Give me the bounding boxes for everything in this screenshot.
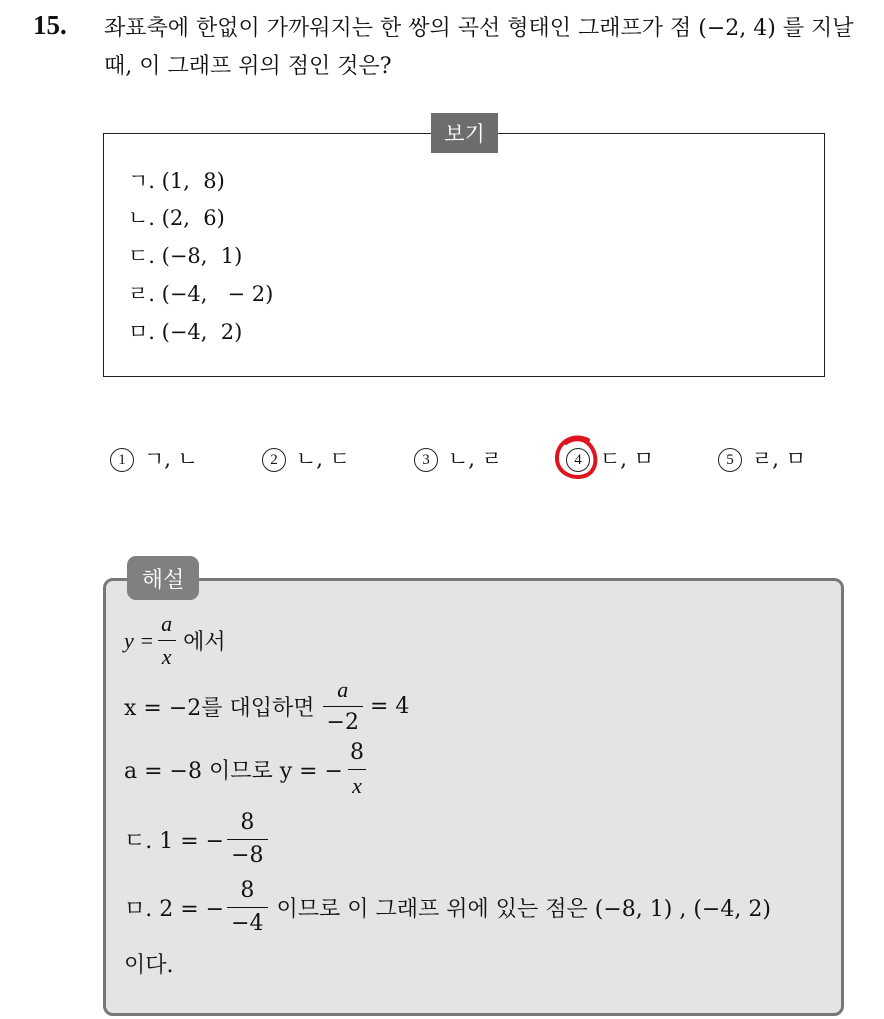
numerator: 8 (240, 878, 255, 903)
fraction (227, 880, 267, 935)
fraction (346, 742, 368, 797)
fraction (227, 812, 267, 867)
bogi-item: ㅁ. (−4, 2) (128, 320, 243, 344)
solution-text: x = −2를 대입하면 (124, 696, 315, 721)
bogi-item: ㄱ. (1, 8) (128, 169, 225, 193)
choice-text: ㄴ, ㄷ (296, 447, 350, 471)
numerator: 8 (240, 810, 255, 835)
numerator: a (161, 611, 173, 636)
choice-text: ㄱ, ㄴ (144, 447, 198, 471)
fraction (157, 613, 176, 668)
solution-text: ㅁ. 2 = − (124, 897, 225, 922)
question-text: 좌표축에 한없이 가까워지는 한 쌍의 곡선 형태인 그래프가 점 (−2, 4) 를 지날 때, 이 그래프 위의 점인 것은? (104, 16, 854, 79)
denominator: −2 (323, 706, 363, 734)
denominator: −8 (227, 839, 267, 867)
choice-5[interactable] (718, 442, 806, 476)
numerator: 8 (350, 740, 364, 765)
denominator: x (158, 640, 176, 668)
fraction (323, 679, 363, 734)
denominator: −4 (227, 907, 267, 935)
solution-text: ㄷ. 1 = − (124, 829, 225, 854)
solution-text: = 4 (369, 694, 410, 719)
choice-text: ㄷ, ㅁ (600, 447, 654, 471)
choice-2[interactable] (262, 442, 350, 476)
choice-number: 2 (262, 448, 286, 472)
choice-number: 5 (718, 448, 742, 472)
choice-1[interactable] (110, 442, 198, 476)
solution-line-1 (124, 613, 226, 668)
solution-line-6 (124, 948, 174, 979)
solution-title: 해설 (127, 556, 199, 600)
choice-number: 3 (414, 448, 438, 472)
solution-text: 에서 (183, 630, 226, 655)
solution-text: a = −8 이므로 y = − (124, 759, 343, 784)
solution-line-5 (124, 880, 771, 935)
choice-number: 4 (566, 448, 590, 472)
solution-text: y = (124, 627, 155, 653)
solution-text: 이다. (124, 953, 174, 978)
choice-3[interactable] (414, 442, 502, 476)
solution-line-2 (124, 679, 409, 734)
solution-line-3 (124, 742, 371, 797)
bogi-item: ㄹ. (−4, − 2) (128, 282, 274, 306)
answer-mark-circle (552, 431, 602, 483)
choice-text: ㄹ, ㅁ (752, 447, 806, 471)
question-number: 15. (33, 10, 67, 40)
solution-text: 이므로 이 그래프 위에 있는 점은 (−8, 1) , (−4, 2) (276, 897, 771, 922)
denominator: x (348, 769, 366, 797)
numerator: a (337, 677, 349, 702)
choice-text: ㄴ, ㄹ (448, 447, 502, 471)
solution-line-4 (124, 812, 271, 867)
choice-number: 1 (110, 448, 134, 472)
bogi-item: ㄷ. (−8, 1) (128, 244, 243, 268)
bogi-title: 보기 (431, 113, 498, 153)
bogi-item: ㄴ. (2, 6) (128, 206, 225, 230)
